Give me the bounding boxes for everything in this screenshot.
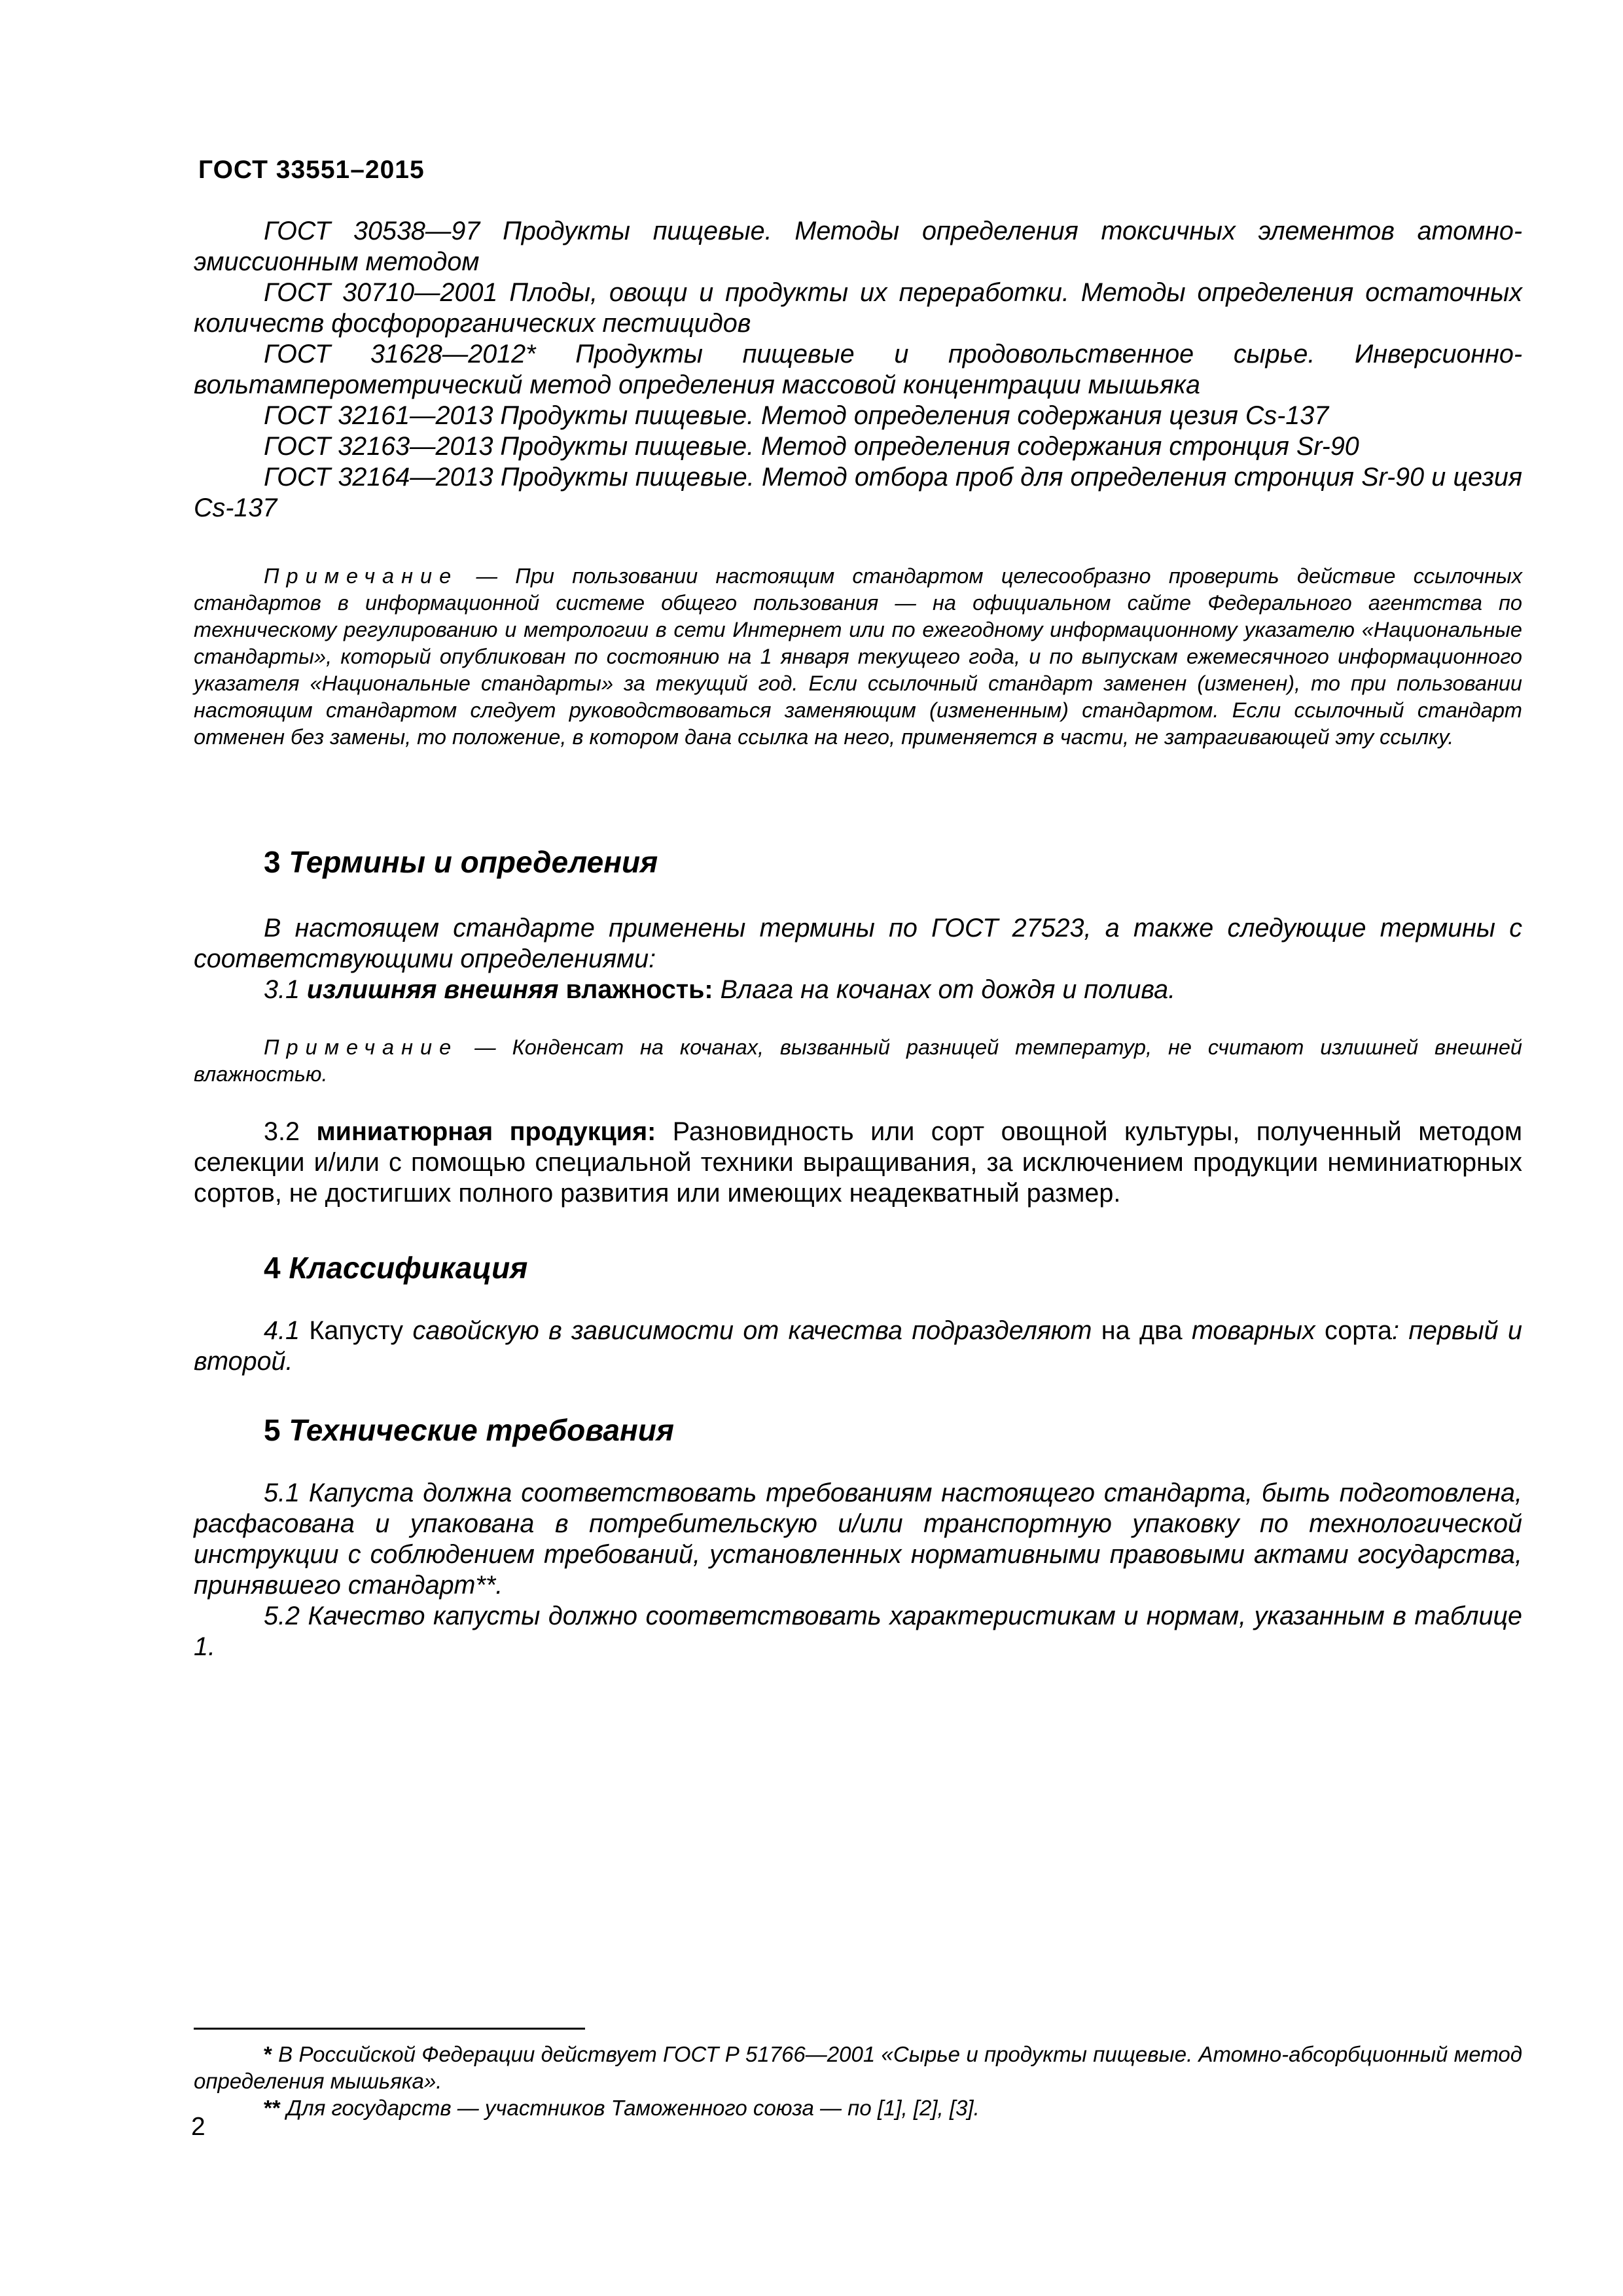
reference-item: ГОСТ 32163—2013 Продукты пищевые. Метод определения содержания стронция Sr-90 (264, 432, 1359, 461)
term-3-2: 3.2 миниатюрная продукция: Разновидность или сорт овощной культуры, полученный методом селекции и/или с помощью специальной техники выращивания, за исключением продукции неминиатюрных сортов, не достигших полного развития или имеющих неадекватный размер. (194, 1117, 1522, 1208)
reference-item: ГОСТ 31628—2012* Продукты пищевые и продовольственное сырье. Инверсионно-вольтамперометрический метод определения массовой концентрации мышьяка (194, 340, 1522, 399)
note-label: Примечание (264, 564, 459, 588)
footnote-item: * В Российской Федерации действует ГОСТ Р 51766—2001 «Сырье и продукты пищевые. Атомно-абсорбционный метод определения мышьяка». (194, 2042, 1522, 2093)
clause-5-2: 5.2 Качество капусты должно соответствовать характеристикам и нормам, указанным в таблице 1. (194, 1602, 1522, 1661)
reference-item: ГОСТ 30710—2001 Плоды, овощи и продукты их переработки. Методы определения остаточных количеств фосфорорганических пестицидов (194, 278, 1522, 338)
section-4-heading: 4 Классификация (264, 1251, 528, 1285)
note-label: Примечание (264, 1035, 459, 1059)
page-number: 2 (191, 2113, 205, 2141)
note-references (194, 563, 1522, 751)
note-text: — При пользовании настоящим стандартом целесообразно проверить действие ссылочных стандартов в информационной системе общего пользования — на официальном сайте Федерального агентства по техническому регулированию и метрологии в сети Интернет или по ежегодному информационному указателю «Национальные стандарты», который опубликован по состоянию на 1 января текущего года, и по выпускам ежемесячного информационного указателя «Национальные стандарты» за текущий год. Если ссылочный стандарт заменен (изменен), то при пользовании настоящим стандартом следует руководствоваться заменяющим (измененным) стандартом. Если ссылочный стандарт отменен без замены, то положение, в котором дана ссылка на него, применяется в части, не затрагивающей эту ссылку. (194, 564, 1522, 749)
section-5-body (194, 1478, 1522, 1662)
term-3-1: 3.1 излишняя внешняя влажность: Влага на кочанах от дождя и полива. (264, 975, 1176, 1004)
section-3-body (194, 913, 1522, 1005)
section-4-body (194, 1316, 1522, 1377)
section-3-heading: 3 Термины и определения (264, 845, 658, 879)
section-3-intro: В настоящем стандарте применены термины по ГОСТ 27523, а также следующие термины с соответствующими определениями: (194, 914, 1522, 973)
section-5-heading: 5 Технические требования (264, 1413, 674, 1447)
clause-4-1: 4.1 Капусту савойскую в зависимости от качества подразделяют на два товарных сорта: первый и второй. (194, 1316, 1523, 1376)
reference-item: ГОСТ 32161—2013 Продукты пищевые. Метод определения содержания цезия Cs-137 (264, 401, 1329, 430)
clause-5-1: 5.1 Капуста должна соответствовать требованиям настоящего стандарта, быть подготовлена, расфасована и упакована в потребительскую и/или транспортную упаковку по технологической инструкции с соблюдением требований, установленных нормативными правовыми актами государства, принявшего стандарт**. (194, 1479, 1522, 1600)
normative-references (194, 216, 1522, 524)
reference-item: ГОСТ 30538—97 Продукты пищевые. Методы определения токсичных элементов атомно-эмиссионным методом (194, 217, 1522, 276)
note-text: — Конденсат на кочанах, вызванный разницей температур, не считают излишней внешней влажностью. (194, 1035, 1522, 1086)
footnote-item: ** Для государств — участников Таможенного союза — по [1], [2], [3]. (264, 2096, 980, 2120)
document-header: ГОСТ 33551–2015 (198, 156, 425, 184)
footnote-separator (194, 2028, 585, 2030)
reference-item: ГОСТ 32164—2013 Продукты пищевые. Метод отбора проб для определения стронция Sr-90 и цезия Cs-137 (194, 463, 1522, 522)
footnotes (194, 2041, 1522, 2121)
note-term (194, 1034, 1522, 1088)
